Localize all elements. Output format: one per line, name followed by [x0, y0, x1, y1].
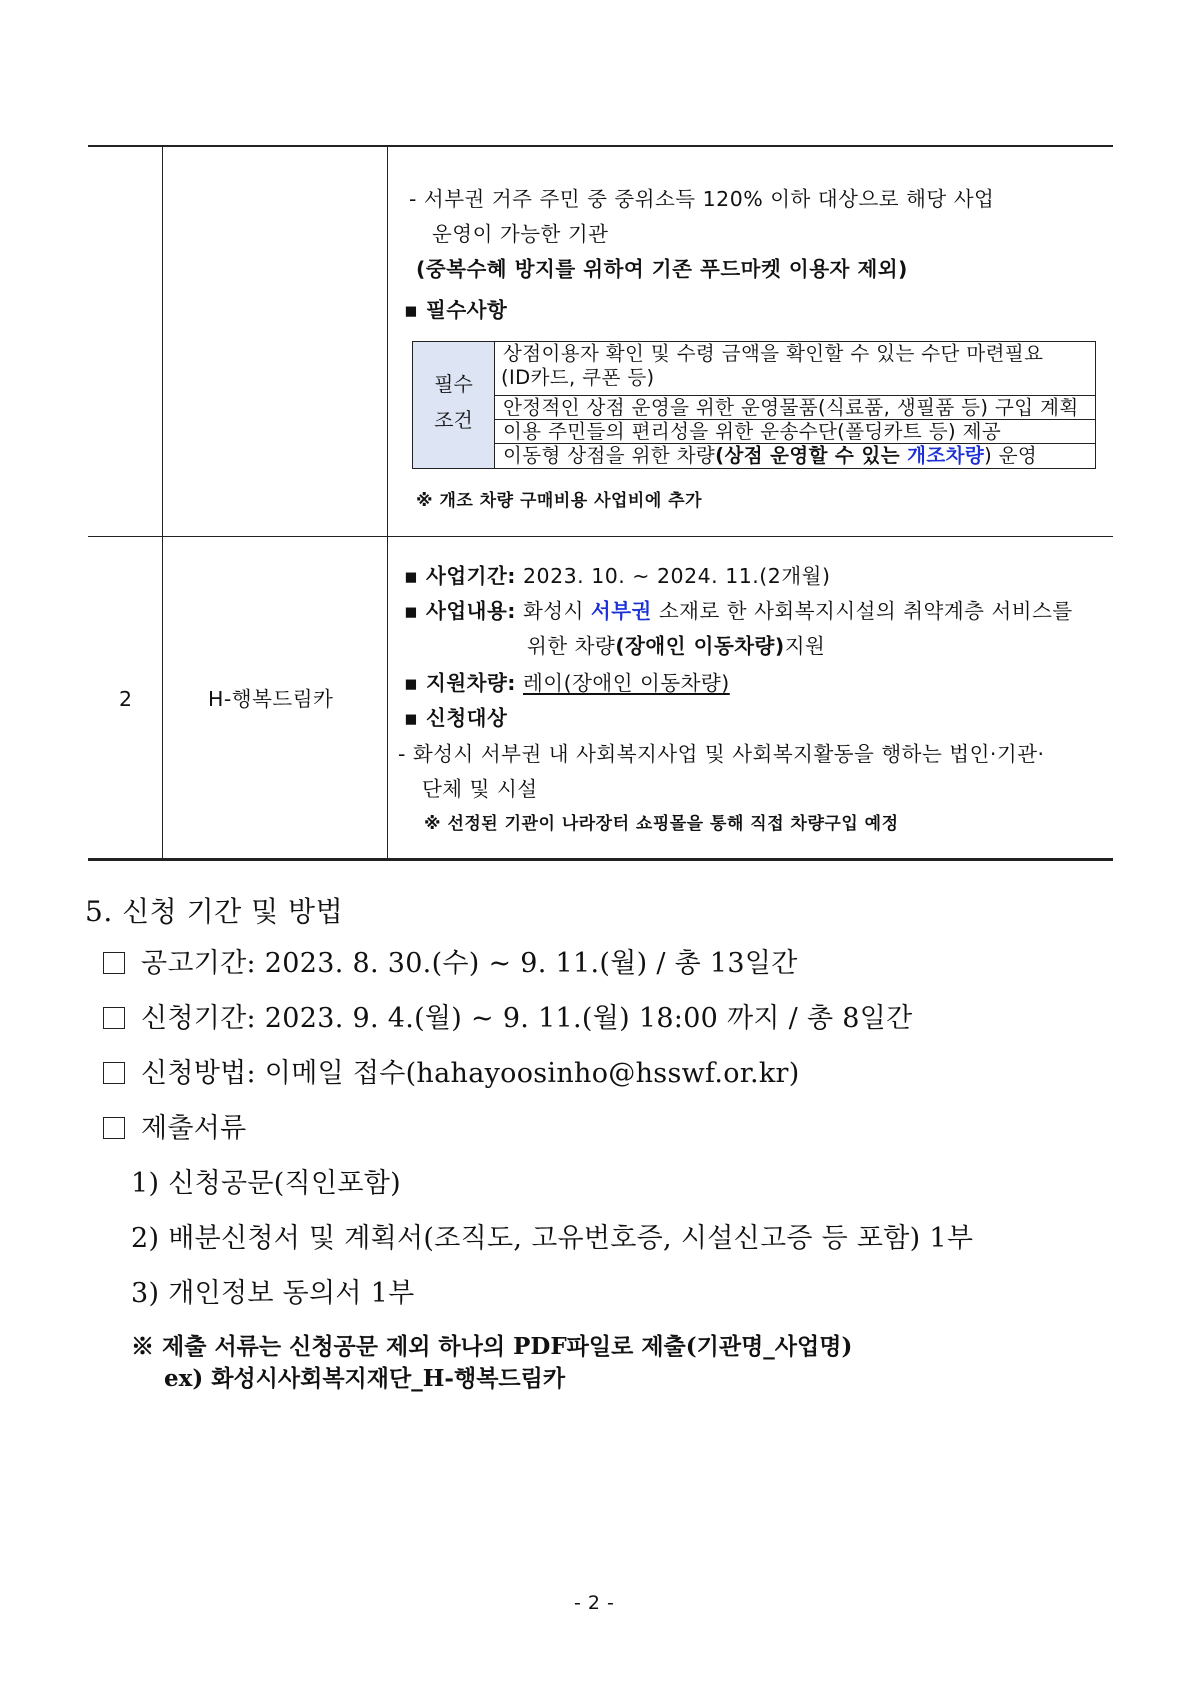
section-item-documents: [103, 1111, 247, 1147]
row2-vehicle-value: 레이(장애인 이동차량): [522, 671, 730, 695]
checkbox-square-icon: [103, 1062, 125, 1084]
row2-period: [404, 563, 830, 589]
row2-project-name: H-행복드림카: [208, 687, 334, 711]
table-col-divider-1: [162, 145, 163, 859]
required-row-4: [495, 444, 1095, 468]
row2-content-d: 위한 차량: [527, 634, 616, 658]
row2-period-value: 2023. 10. ~ 2024. 11.(2개월): [522, 564, 831, 588]
row2-target-label: ▪ 신청대상: [404, 706, 508, 730]
row1-bullet-line-2: 운영이 가능한 기관: [432, 222, 609, 246]
section-item-documents-text: 제출서류: [141, 1113, 247, 1144]
page-number: - 2 -: [574, 1592, 615, 1614]
row2-content-line-2: [527, 633, 825, 659]
row2-content-label: ▪ 사업내용:: [404, 599, 516, 623]
row2-content-e: (장애인 이동차량): [615, 634, 785, 658]
row2-period-label: ▪ 사업기간:: [404, 564, 516, 588]
row2-number: 2: [119, 687, 133, 711]
row2-content-f: 지원: [784, 634, 826, 658]
checkbox-square-icon: [103, 1117, 125, 1139]
section-item-application-period-text: 신청기간: 2023. 9. 4.(월) ~ 9. 11.(월) 18:00 까지 / 총 8일간: [141, 1003, 913, 1034]
submission-note-line-2: ex) 화성시사회복지재단_H-행복드림카: [164, 1365, 566, 1392]
row2-content-a: 화성시: [522, 599, 591, 623]
table-bottom-border: [88, 858, 1113, 861]
section-title: 5. 신청 기간 및 방법: [85, 895, 344, 928]
row2-target-line-2: 단체 및 시설: [422, 777, 538, 801]
row2-vehicle: [404, 670, 730, 696]
row2-content: [404, 598, 1073, 624]
section-item-method-text: 신청방법: 이메일 접수(hahayoosinho@hsswf.or.kr): [141, 1058, 800, 1089]
table-top-border: [88, 145, 1113, 147]
section-item-application-period: [103, 1001, 912, 1037]
required-conditions-label: [413, 342, 495, 468]
row2-content-b: 서부권: [590, 599, 652, 623]
required-label-line-2: 조건: [434, 408, 473, 432]
required-heading: ▪ 필수사항: [404, 298, 508, 322]
required-row-3: 이용 주민들의 편리성을 위한 운송수단(폴딩카트 등) 제공: [495, 420, 1095, 444]
row2-target-line-1: - 화성시 서부권 내 사회복지사업 및 사회복지활동을 행하는 법인·기관·: [398, 742, 1045, 766]
required-row-4-part-a: 이동형 상점을 위한 차량: [503, 444, 716, 467]
row2-content-c: 소재로 한 사회복지시설의 취약계층 서비스를: [651, 599, 1073, 623]
table-col-divider-2: [387, 145, 388, 859]
required-row-1-line-2: (ID카드, 쿠폰 등): [501, 366, 655, 389]
required-conditions-table: [412, 341, 1096, 469]
document-1: 1) 신청공문(직인포함): [131, 1168, 401, 1199]
checkbox-square-icon: [103, 1007, 125, 1029]
row1-bullet-line-1: - 서부권 거주 주민 중 중위소득 120% 이하 대상으로 해당 사업: [409, 187, 995, 211]
section-item-announcement-text: 공고기간: 2023. 8. 30.(수) ~ 9. 11.(월) / 총 13일간: [141, 948, 798, 979]
checkbox-square-icon: [103, 952, 125, 974]
required-row-4-part-b: (상점 운영할 수 있는: [715, 444, 908, 467]
submission-note-line-1: ※ 제출 서류는 신청공문 제외 하나의 PDF파일로 제출(기관명_사업명): [131, 1333, 853, 1360]
row2-vehicle-label: ▪ 지원차량:: [404, 671, 516, 695]
section-item-announcement: [103, 946, 798, 982]
document-3: 3) 개인정보 동의서 1부: [131, 1278, 415, 1309]
table-row-divider: [88, 536, 1113, 537]
row1-bold-note: (중복수혜 방지를 위하여 기존 푸드마켓 이용자 제외): [416, 257, 908, 281]
required-row-2: 안정적인 상점 운영을 위한 운영물품(식료품, 생필품 등) 구입 계획: [495, 396, 1095, 420]
required-row-4-part-d: ) 운영: [984, 444, 1038, 467]
section-item-method: [103, 1056, 800, 1092]
row2-footnote: ※ 선정된 기관이 나라장터 쇼핑몰을 통해 직접 차량구입 예정: [424, 814, 899, 834]
document-2: 2) 배분신청서 및 계획서(조직도, 고유번호증, 시설신고증 등 포함) 1부: [131, 1223, 974, 1254]
required-row-1: [495, 342, 1095, 396]
required-label-line-1: 필수: [434, 372, 473, 396]
required-row-1-line-1: 상점이용자 확인 및 수령 금액을 확인할 수 있는 수단 마련필요: [503, 342, 1044, 365]
row1-footnote: ※ 개조 차량 구매비용 사업비에 추가: [416, 491, 703, 511]
required-row-4-part-c: 개조차량: [907, 444, 985, 467]
